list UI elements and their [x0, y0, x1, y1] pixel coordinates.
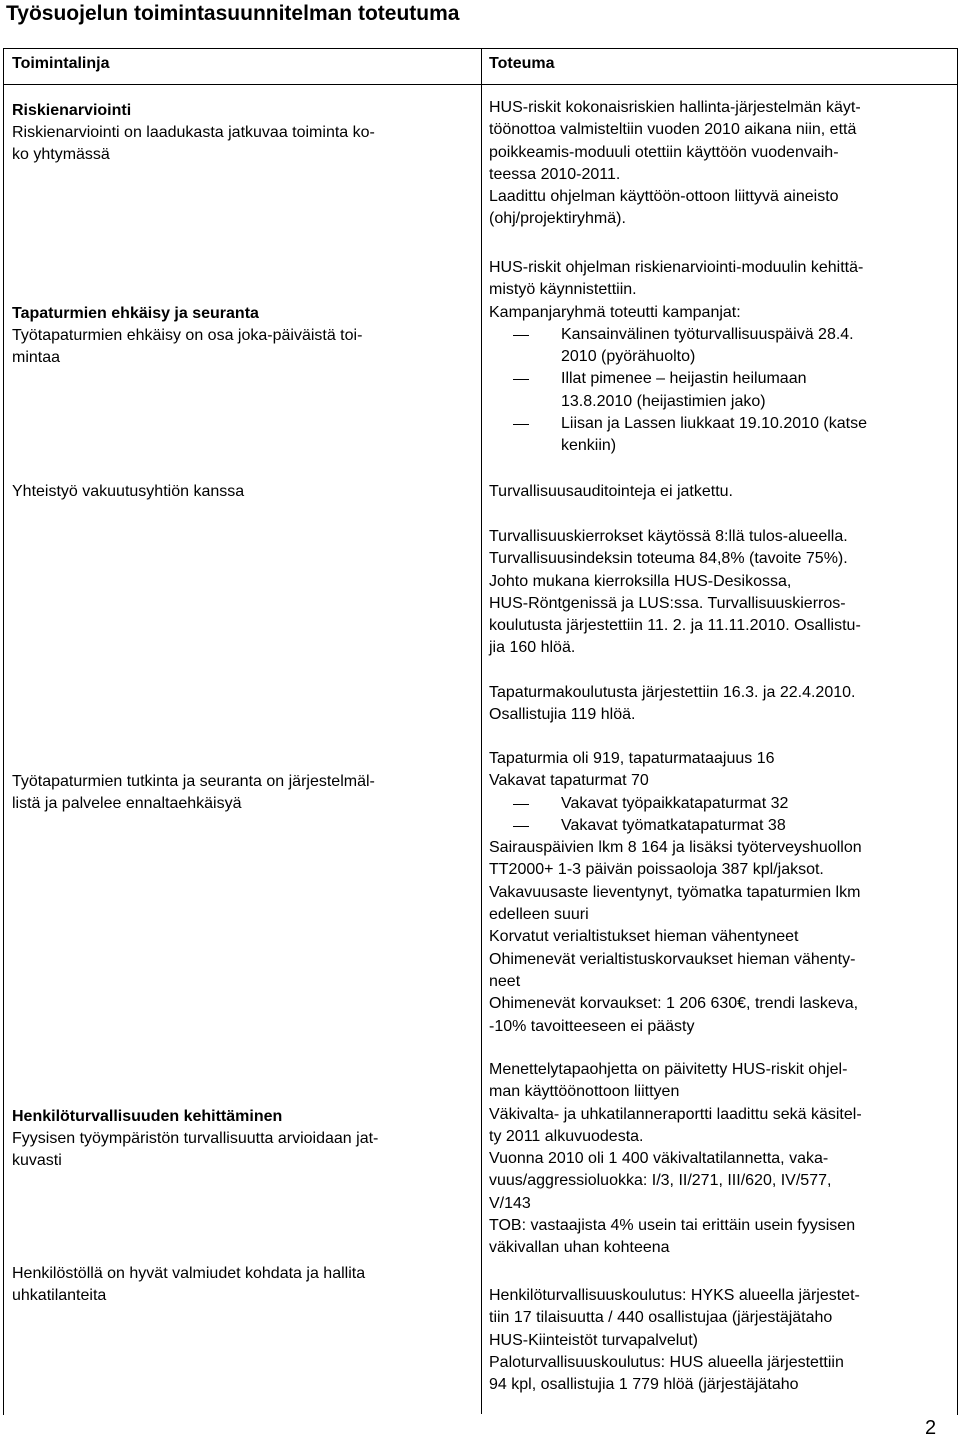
text-line: listä ja palvelee ennaltaehkäisyä [12, 795, 242, 813]
personal-safety-training-block [489, 1285, 860, 1396]
text-line: vuus/aggressioluokka: I/3, II/271, III/620, IV/577, [489, 1172, 832, 1190]
personal-safety-block [12, 1106, 378, 1173]
text-line: Osallistujia 119 hlöä. [489, 706, 636, 724]
hus-risks-block [489, 97, 861, 231]
text-line: koulutusta järjestettiin 11. 2. ja 11.11.2010. Osallistu- [489, 617, 861, 635]
text-line: HUS-Röntgenissä ja LUS:ssa. Turvallisuuskierros- [489, 594, 846, 612]
text-line: TOB: vastaajista 4% usein tai erittäin usein fyysisen [489, 1217, 856, 1235]
text-line: jia 160 hlöä. [489, 639, 576, 657]
insurance-cooperation-block [12, 481, 244, 503]
text-line: Työtapaturmien tutkinta ja seuranta on järjestelmäl- [12, 773, 375, 790]
text-line: kuvasti [12, 1152, 62, 1170]
text-line: -10% tavoitteeseen ei päästy [489, 1017, 695, 1035]
text-line: Väkivalta- ja uhkatilanneraportti laadittu sekä käsitel- [489, 1105, 862, 1123]
accident-training-block [489, 682, 855, 727]
text-line: Turvallisuuskierrokset käytössä 8:llä tulos-alueella. [489, 528, 848, 545]
text-line: uhkatilanteita [12, 1287, 107, 1305]
text-line: Kampanjaryhmä toteutti kampanjat: [489, 303, 741, 321]
campaign-list-item: Liisan ja Lassen liukkaat 19.10.2010 (katse [489, 413, 867, 435]
statistics-list-item: Vakavat työpaikkatapaturmat 32 [489, 793, 862, 815]
text-line: töönottoa valmisteltiin vuoden 2010 aikana niin, että [489, 121, 857, 139]
text-line: ty 2011 alkuvuodesta. [489, 1127, 644, 1145]
text-line: 94 kpl, osallistujia 1 779 hlöä (järjestäjätaho [489, 1376, 799, 1394]
text-line: Sairauspäivien lkm 8 164 ja lisäksi työterveyshuollon [489, 839, 862, 857]
text-line: Vakavat tapaturmat 70 [489, 772, 649, 790]
text-line: Menettelytapaohjetta on päivitetty HUS-riskit ohjel- [489, 1061, 848, 1078]
campaign-list-item: Kansainvälinen työturvallisuuspäivä 28.4. [489, 324, 867, 346]
accident-statistics-block [489, 748, 862, 1038]
procedures-block [489, 1059, 862, 1260]
threat-handling-block [12, 1263, 365, 1307]
text-line: Vakavuusaste lieventynyt, työmatka tapaturmien lkm [489, 883, 861, 901]
page-title: Työsuojelun toimintasuunnitelman toteutuma [6, 2, 460, 25]
text-line: Henkilöstöllä on hyvät valmiudet kohdata ja hallita [12, 1265, 366, 1282]
text-line: väkivallan uhan kohteena [489, 1239, 670, 1257]
accident-investigation-block [12, 771, 375, 815]
accident-prevention-heading: Tapaturmien ehkäisy ja seuranta [12, 305, 259, 322]
campaign-list-item: Illat pimenee – heijastin heilumaan [489, 368, 867, 390]
text-line: Riskienarviointi on laadukasta jatkuvaa toiminta ko- [12, 124, 375, 142]
text-line: mistyö käynnistettiin. [489, 281, 637, 299]
text-line: Turvallisuusauditointeja ei jatkettu. [489, 483, 733, 500]
text-line: poikkeamis-moduuli otettiin käyttöön vuodenvaih- [489, 143, 839, 161]
text-line: V/143 [489, 1194, 531, 1212]
text-line: TT2000+ 1-3 päivän poissaoloja 387 kpl/jaksot. [489, 861, 824, 879]
text-line: Ohimenevät korvaukset: 1 206 630€, trendi laskeva, [489, 995, 859, 1013]
column-header-toimintalinja: Toimintalinja [12, 55, 110, 72]
statistics-list-item: Vakavat työmatkatapaturmat 38 [489, 815, 862, 837]
text-line: HUS-riskit kokonaisriskien hallinta-järjestelmän käyt- [489, 99, 861, 116]
risk-assessment-block [12, 100, 375, 167]
personal-safety-heading: Henkilöturvallisuuden kehittäminen [12, 1108, 283, 1125]
column-header-toteuma: Toteuma [489, 55, 555, 72]
text-line: mintaa [12, 349, 61, 367]
text-line: (ohj/projektiryhmä). [489, 210, 626, 228]
risk-assessment-heading: Riskienarviointi [12, 102, 132, 119]
text-line: Työtapaturmien ehkäisy on osa joka-päiväistä toi- [12, 327, 363, 345]
text-line: Korvatut verialtistukset hieman vähentyneet [489, 928, 799, 946]
text-line: tiin 17 tilaisuutta / 440 osallistujaa (järjestäjätaho [489, 1309, 833, 1327]
campaign-block [489, 257, 867, 458]
text-line: Laadittu ohjelman käyttöön-ottoon liittyvä aineisto [489, 188, 839, 206]
campaign-list-item-cont: kenkiin) [561, 437, 617, 455]
text-line: Ohimenevät verialtistuskorvaukset hieman vähenty- [489, 950, 856, 968]
text-line: HUS-Kiinteistöt turvapalvelut) [489, 1331, 698, 1349]
text-line: Turvallisuusindeksin toteuma 84,8% (tavoite 75%). [489, 550, 848, 568]
text-line: Johto mukana kierroksilla HUS-Desikossa, [489, 572, 792, 590]
text-line: man käyttöönottoon liittyen [489, 1083, 680, 1101]
text-line: Tapaturmakoulutusta järjestettiin 16.3. ja 22.4.2010. [489, 684, 856, 701]
text-line: Tapaturmia oli 919, tapaturmataajuus 16 [489, 750, 775, 767]
text-line: Vuonna 2010 oli 1 400 väkivaltatilannetta, vaka- [489, 1150, 829, 1168]
text-line: Henkilöturvallisuuskoulutus: HYKS alueella järjestet- [489, 1287, 860, 1304]
accident-prevention-block [12, 303, 362, 370]
column-divider [481, 48, 482, 1414]
text-line: ko yhtymässä [12, 146, 110, 164]
page-number: 2 [925, 1417, 937, 1439]
text-line: teessa 2010-2011. [489, 165, 621, 183]
text-line: Paloturvallisuuskoulutus: HUS alueella järjestettiin [489, 1353, 844, 1371]
campaign-list-item-cont: 2010 (pyörähuolto) [561, 348, 696, 366]
safety-rounds-block [489, 526, 861, 660]
text-line: neet [489, 972, 521, 990]
text-line: HUS-riskit ohjelman riskienarviointi-moduulin kehittä- [489, 259, 864, 276]
text-line: Fyysisen työympäristön turvallisuutta arvioidaan jat- [12, 1130, 379, 1148]
campaign-list-item-cont: 13.8.2010 (heijastimien jako) [561, 392, 766, 410]
text-line: edelleen suuri [489, 906, 589, 924]
text-line: Yhteistyö vakuutusyhtiön kanssa [12, 483, 245, 500]
audits-block [489, 481, 733, 503]
